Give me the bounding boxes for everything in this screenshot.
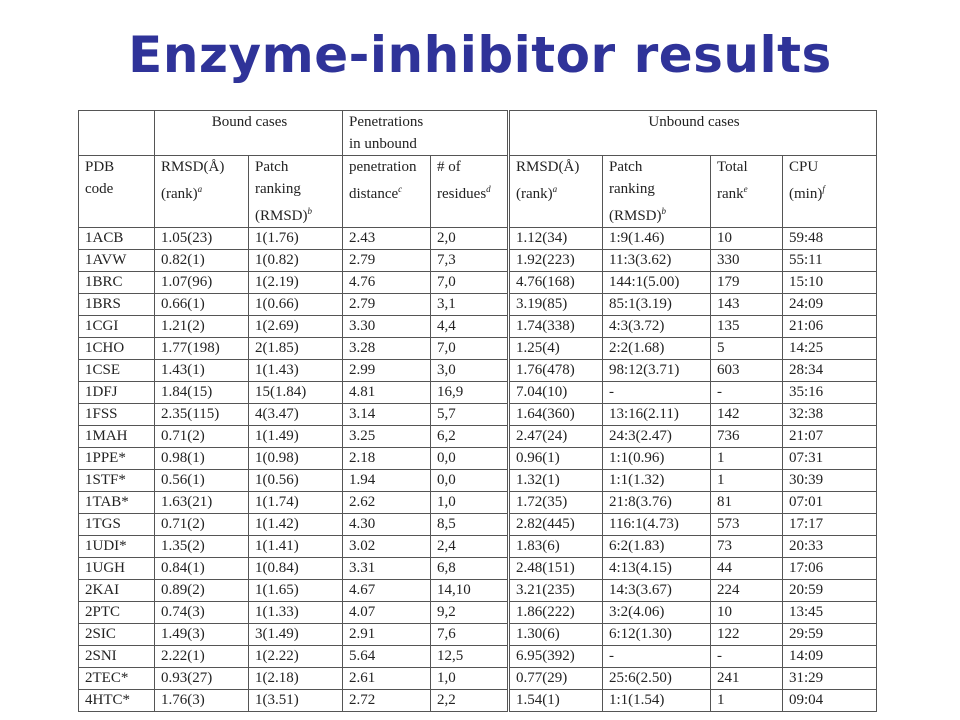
cell-bound-rmsd-rank: 1.49(3) [155, 624, 249, 646]
cell-bound-patch-ranking: 1(1.42) [249, 514, 343, 536]
table-row [79, 426, 877, 448]
cell-penetration-distance: 2.99 [343, 360, 431, 382]
cell-cpu-time: 21:07 [783, 426, 877, 448]
cell-unbound-rmsd-rank: 3.19(85) [509, 294, 603, 316]
cell-unbound-rmsd-rank: 1.12(34) [509, 228, 603, 250]
cell-bound-rmsd-rank: 0.84(1) [155, 558, 249, 580]
cell-pdb-code: 1CHO [79, 338, 155, 360]
cell-penetration-distance: 3.25 [343, 426, 431, 448]
column-header-bound-patch-ranking: Patch ranking (RMSD)$^b$ [249, 156, 343, 228]
table-row [79, 624, 877, 646]
cell-unbound-rmsd-rank: 2.48(151) [509, 558, 603, 580]
cell-total-rank: 44 [711, 558, 783, 580]
cell-penetration-distance: 2.43 [343, 228, 431, 250]
cell-bound-patch-ranking: 1(3.51) [249, 690, 343, 712]
cell-total-rank: 73 [711, 536, 783, 558]
cell-bound-patch-ranking: 1(1.74) [249, 492, 343, 514]
cell-total-rank: 135 [711, 316, 783, 338]
cell-bound-rmsd-rank: 2.22(1) [155, 646, 249, 668]
cell-num-residues: 8,5 [431, 514, 509, 536]
table-row [79, 470, 877, 492]
cell-unbound-rmsd-rank: 1.25(4) [509, 338, 603, 360]
table-row [79, 514, 877, 536]
cell-bound-patch-ranking: 1(1.43) [249, 360, 343, 382]
cell-bound-rmsd-rank: 0.74(3) [155, 602, 249, 624]
cell-unbound-rmsd-rank: 1.30(6) [509, 624, 603, 646]
cell-unbound-patch-ranking: 1:9(1.46) [603, 228, 711, 250]
cell-pdb-code: 4HTC* [79, 690, 155, 712]
cell-unbound-patch-ranking: 3:2(4.06) [603, 602, 711, 624]
table-row [79, 294, 877, 316]
cell-total-rank: - [711, 382, 783, 404]
cell-pdb-code: 1AVW [79, 250, 155, 272]
cell-penetration-distance: 2.79 [343, 294, 431, 316]
cell-total-rank: 1 [711, 470, 783, 492]
column-header-unbound-rmsd-rank: RMSD(Å) (rank)$^a$ [509, 156, 603, 228]
cell-unbound-rmsd-rank: 1.92(223) [509, 250, 603, 272]
cell-unbound-rmsd-rank: 0.96(1) [509, 448, 603, 470]
cell-unbound-patch-ranking: 11:3(3.62) [603, 250, 711, 272]
cell-cpu-time: 28:34 [783, 360, 877, 382]
cell-total-rank: 142 [711, 404, 783, 426]
cell-cpu-time: 13:45 [783, 602, 877, 624]
cell-cpu-time: 30:39 [783, 470, 877, 492]
cell-num-residues: 6,8 [431, 558, 509, 580]
cell-penetration-distance: 3.31 [343, 558, 431, 580]
table-row [79, 668, 877, 690]
cell-cpu-time: 14:09 [783, 646, 877, 668]
cell-cpu-time: 14:25 [783, 338, 877, 360]
cell-bound-patch-ranking: 15(1.84) [249, 382, 343, 404]
cell-penetration-distance: 2.79 [343, 250, 431, 272]
cell-num-residues: 12,5 [431, 646, 509, 668]
cell-bound-patch-ranking: 1(1.76) [249, 228, 343, 250]
cell-penetration-distance: 4.30 [343, 514, 431, 536]
table-row [79, 360, 877, 382]
cell-unbound-patch-ranking: 24:3(2.47) [603, 426, 711, 448]
cell-bound-rmsd-rank: 1.05(23) [155, 228, 249, 250]
cell-total-rank: 573 [711, 514, 783, 536]
cell-cpu-time: 29:59 [783, 624, 877, 646]
cell-total-rank: 736 [711, 426, 783, 448]
column-header-pdb-code: PDB code [79, 156, 155, 228]
cell-num-residues: 7,6 [431, 624, 509, 646]
cell-num-residues: 6,2 [431, 426, 509, 448]
cell-unbound-patch-ranking: 4:3(3.72) [603, 316, 711, 338]
cell-pdb-code: 1MAH [79, 426, 155, 448]
cell-unbound-rmsd-rank: 2.82(445) [509, 514, 603, 536]
column-header-row [79, 156, 877, 228]
table-row [79, 382, 877, 404]
table-row [79, 228, 877, 250]
cell-pdb-code: 1PPE* [79, 448, 155, 470]
cell-bound-rmsd-rank: 1.21(2) [155, 316, 249, 338]
cell-num-residues: 3,1 [431, 294, 509, 316]
cell-pdb-code: 1FSS [79, 404, 155, 426]
table-row [79, 448, 877, 470]
cell-num-residues: 7,3 [431, 250, 509, 272]
cell-cpu-time: 55:11 [783, 250, 877, 272]
cell-bound-patch-ranking: 1(0.66) [249, 294, 343, 316]
cell-bound-patch-ranking: 1(2.18) [249, 668, 343, 690]
cell-bound-patch-ranking: 2(1.85) [249, 338, 343, 360]
cell-total-rank: 603 [711, 360, 783, 382]
cell-bound-patch-ranking: 1(1.65) [249, 580, 343, 602]
table-body [79, 228, 877, 712]
cell-bound-patch-ranking: 1(1.33) [249, 602, 343, 624]
cell-num-residues: 16,9 [431, 382, 509, 404]
cell-unbound-rmsd-rank: 1.54(1) [509, 690, 603, 712]
cell-num-residues: 2,4 [431, 536, 509, 558]
cell-pdb-code: 1ACB [79, 228, 155, 250]
cell-unbound-rmsd-rank: 7.04(10) [509, 382, 603, 404]
cell-total-rank: 81 [711, 492, 783, 514]
cell-penetration-distance: 1.94 [343, 470, 431, 492]
cell-bound-patch-ranking: 1(2.19) [249, 272, 343, 294]
table-row [79, 492, 877, 514]
cell-unbound-rmsd-rank: 1.32(1) [509, 470, 603, 492]
cell-bound-rmsd-rank: 0.71(2) [155, 426, 249, 448]
cell-total-rank: 10 [711, 602, 783, 624]
table-row [79, 316, 877, 338]
cell-cpu-time: 09:04 [783, 690, 877, 712]
cell-num-residues: 2,2 [431, 690, 509, 712]
column-header-unbound-patch-ranking: Patch ranking (RMSD)$^b$ [603, 156, 711, 228]
column-header-total-rank: Total rank$^e$ [711, 156, 783, 228]
cell-pdb-code: 1DFJ [79, 382, 155, 404]
cell-penetration-distance: 4.67 [343, 580, 431, 602]
cell-pdb-code: 2PTC [79, 602, 155, 624]
cell-unbound-rmsd-rank: 1.64(360) [509, 404, 603, 426]
cell-cpu-time: 59:48 [783, 228, 877, 250]
cell-penetration-distance: 2.72 [343, 690, 431, 712]
cell-num-residues: 3,0 [431, 360, 509, 382]
group-header-row [79, 111, 877, 156]
cell-penetration-distance: 4.07 [343, 602, 431, 624]
cell-bound-rmsd-rank: 0.89(2) [155, 580, 249, 602]
column-header-penetration-distance: penetration distance$^c$ [343, 156, 431, 228]
cell-penetration-distance: 3.30 [343, 316, 431, 338]
cell-unbound-patch-ranking: 1:1(1.54) [603, 690, 711, 712]
cell-pdb-code: 1TGS [79, 514, 155, 536]
table-row [79, 338, 877, 360]
cell-bound-rmsd-rank: 0.93(27) [155, 668, 249, 690]
cell-cpu-time: 32:38 [783, 404, 877, 426]
cell-unbound-rmsd-rank: 1.86(222) [509, 602, 603, 624]
cell-num-residues: 1,0 [431, 492, 509, 514]
cell-pdb-code: 1CSE [79, 360, 155, 382]
cell-bound-patch-ranking: 1(0.82) [249, 250, 343, 272]
cell-total-rank: 1 [711, 448, 783, 470]
cell-unbound-patch-ranking: 85:1(3.19) [603, 294, 711, 316]
cell-unbound-patch-ranking: 144:1(5.00) [603, 272, 711, 294]
cell-num-residues: 0,0 [431, 448, 509, 470]
cell-total-rank: 5 [711, 338, 783, 360]
cell-pdb-code: 2SNI [79, 646, 155, 668]
cell-cpu-time: 15:10 [783, 272, 877, 294]
cell-unbound-patch-ranking: 2:2(1.68) [603, 338, 711, 360]
cell-num-residues: 1,0 [431, 668, 509, 690]
cell-penetration-distance: 3.02 [343, 536, 431, 558]
cell-bound-rmsd-rank: 1.76(3) [155, 690, 249, 712]
cell-num-residues: 0,0 [431, 470, 509, 492]
cell-unbound-patch-ranking: - [603, 646, 711, 668]
cell-bound-rmsd-rank: 1.84(15) [155, 382, 249, 404]
cell-pdb-code: 2KAI [79, 580, 155, 602]
table-row [79, 250, 877, 272]
cell-total-rank: 10 [711, 228, 783, 250]
cell-bound-rmsd-rank: 1.63(21) [155, 492, 249, 514]
cell-cpu-time: 07:01 [783, 492, 877, 514]
slide-title: Enzyme-inhibitor results [128, 26, 832, 84]
cell-unbound-patch-ranking: 6:2(1.83) [603, 536, 711, 558]
cell-num-residues: 4,4 [431, 316, 509, 338]
cell-bound-patch-ranking: 1(0.98) [249, 448, 343, 470]
cell-unbound-rmsd-rank: 1.83(6) [509, 536, 603, 558]
cell-total-rank: 330 [711, 250, 783, 272]
cell-unbound-patch-ranking: 1:1(1.32) [603, 470, 711, 492]
cell-unbound-patch-ranking: 13:16(2.11) [603, 404, 711, 426]
cell-unbound-rmsd-rank: 1.76(478) [509, 360, 603, 382]
cell-total-rank: 1 [711, 690, 783, 712]
column-header-num-residues: # of residues$^d$ [431, 156, 509, 228]
cell-bound-patch-ranking: 1(2.22) [249, 646, 343, 668]
cell-cpu-time: 17:17 [783, 514, 877, 536]
cell-num-residues: 9,2 [431, 602, 509, 624]
cell-bound-patch-ranking: 1(0.56) [249, 470, 343, 492]
cell-bound-rmsd-rank: 1.35(2) [155, 536, 249, 558]
table-row [79, 558, 877, 580]
cell-unbound-patch-ranking: 21:8(3.76) [603, 492, 711, 514]
cell-total-rank: 241 [711, 668, 783, 690]
cell-bound-patch-ranking: 1(2.69) [249, 316, 343, 338]
cell-unbound-patch-ranking: 25:6(2.50) [603, 668, 711, 690]
cell-cpu-time: 35:16 [783, 382, 877, 404]
cell-penetration-distance: 2.91 [343, 624, 431, 646]
cell-pdb-code: 1BRS [79, 294, 155, 316]
cell-bound-patch-ranking: 1(1.41) [249, 536, 343, 558]
cell-bound-rmsd-rank: 1.07(96) [155, 272, 249, 294]
results-table [78, 110, 877, 712]
cell-bound-patch-ranking: 1(1.49) [249, 426, 343, 448]
cell-total-rank: - [711, 646, 783, 668]
cell-penetration-distance: 2.61 [343, 668, 431, 690]
cell-penetration-distance: 2.62 [343, 492, 431, 514]
cell-unbound-rmsd-rank: 4.76(168) [509, 272, 603, 294]
cell-bound-rmsd-rank: 0.66(1) [155, 294, 249, 316]
cell-num-residues: 2,0 [431, 228, 509, 250]
group-header-unbound: Unbound cases [509, 111, 877, 156]
group-header-empty [79, 111, 155, 156]
cell-cpu-time: 24:09 [783, 294, 877, 316]
cell-bound-rmsd-rank: 0.98(1) [155, 448, 249, 470]
group-header-bound: Bound cases [155, 111, 343, 156]
cell-cpu-time: 21:06 [783, 316, 877, 338]
cell-bound-rmsd-rank: 1.43(1) [155, 360, 249, 382]
cell-unbound-patch-ranking: 98:12(3.71) [603, 360, 711, 382]
cell-bound-rmsd-rank: 0.71(2) [155, 514, 249, 536]
cell-cpu-time: 31:29 [783, 668, 877, 690]
cell-num-residues: 7,0 [431, 338, 509, 360]
cell-unbound-patch-ranking: 6:12(1.30) [603, 624, 711, 646]
cell-bound-rmsd-rank: 0.56(1) [155, 470, 249, 492]
cell-bound-rmsd-rank: 0.82(1) [155, 250, 249, 272]
table-row [79, 646, 877, 668]
table-row [79, 690, 877, 712]
cell-bound-patch-ranking: 4(3.47) [249, 404, 343, 426]
cell-num-residues: 5,7 [431, 404, 509, 426]
cell-unbound-rmsd-rank: 3.21(235) [509, 580, 603, 602]
cell-pdb-code: 1CGI [79, 316, 155, 338]
cell-total-rank: 224 [711, 580, 783, 602]
table-row [79, 536, 877, 558]
cell-unbound-patch-ranking: 116:1(4.73) [603, 514, 711, 536]
cell-bound-rmsd-rank: 1.77(198) [155, 338, 249, 360]
cell-penetration-distance: 5.64 [343, 646, 431, 668]
cell-unbound-patch-ranking: 4:13(4.15) [603, 558, 711, 580]
cell-pdb-code: 1TAB* [79, 492, 155, 514]
cell-penetration-distance: 4.76 [343, 272, 431, 294]
cell-unbound-rmsd-rank: 1.72(35) [509, 492, 603, 514]
table-row [79, 580, 877, 602]
cell-unbound-rmsd-rank: 0.77(29) [509, 668, 603, 690]
cell-bound-patch-ranking: 3(1.49) [249, 624, 343, 646]
table-row [79, 272, 877, 294]
cell-unbound-rmsd-rank: 2.47(24) [509, 426, 603, 448]
cell-penetration-distance: 3.28 [343, 338, 431, 360]
cell-penetration-distance: 4.81 [343, 382, 431, 404]
cell-penetration-distance: 2.18 [343, 448, 431, 470]
cell-unbound-patch-ranking: 1:1(0.96) [603, 448, 711, 470]
group-header-penetrations: Penetrations in unbound [343, 111, 509, 156]
table-row [79, 602, 877, 624]
cell-bound-patch-ranking: 1(0.84) [249, 558, 343, 580]
table-row [79, 404, 877, 426]
cell-total-rank: 179 [711, 272, 783, 294]
column-header-cpu-time: CPU $(\min)^f$ [783, 156, 877, 228]
cell-cpu-time: 20:33 [783, 536, 877, 558]
cell-bound-rmsd-rank: 2.35(115) [155, 404, 249, 426]
column-header-bound-rmsd-rank: RMSD(Å) (rank)$^a$ [155, 156, 249, 228]
cell-penetration-distance: 3.14 [343, 404, 431, 426]
cell-cpu-time: 17:06 [783, 558, 877, 580]
cell-total-rank: 143 [711, 294, 783, 316]
cell-pdb-code: 2SIC [79, 624, 155, 646]
cell-unbound-patch-ranking: - [603, 382, 711, 404]
cell-total-rank: 122 [711, 624, 783, 646]
cell-num-residues: 14,10 [431, 580, 509, 602]
cell-pdb-code: 1BRC [79, 272, 155, 294]
cell-unbound-rmsd-rank: 6.95(392) [509, 646, 603, 668]
cell-pdb-code: 1STF* [79, 470, 155, 492]
cell-pdb-code: 1UDI* [79, 536, 155, 558]
cell-pdb-code: 1UGH [79, 558, 155, 580]
cell-unbound-patch-ranking: 14:3(3.67) [603, 580, 711, 602]
cell-cpu-time: 07:31 [783, 448, 877, 470]
cell-pdb-code: 2TEC* [79, 668, 155, 690]
cell-unbound-rmsd-rank: 1.74(338) [509, 316, 603, 338]
cell-num-residues: 7,0 [431, 272, 509, 294]
cell-cpu-time: 20:59 [783, 580, 877, 602]
